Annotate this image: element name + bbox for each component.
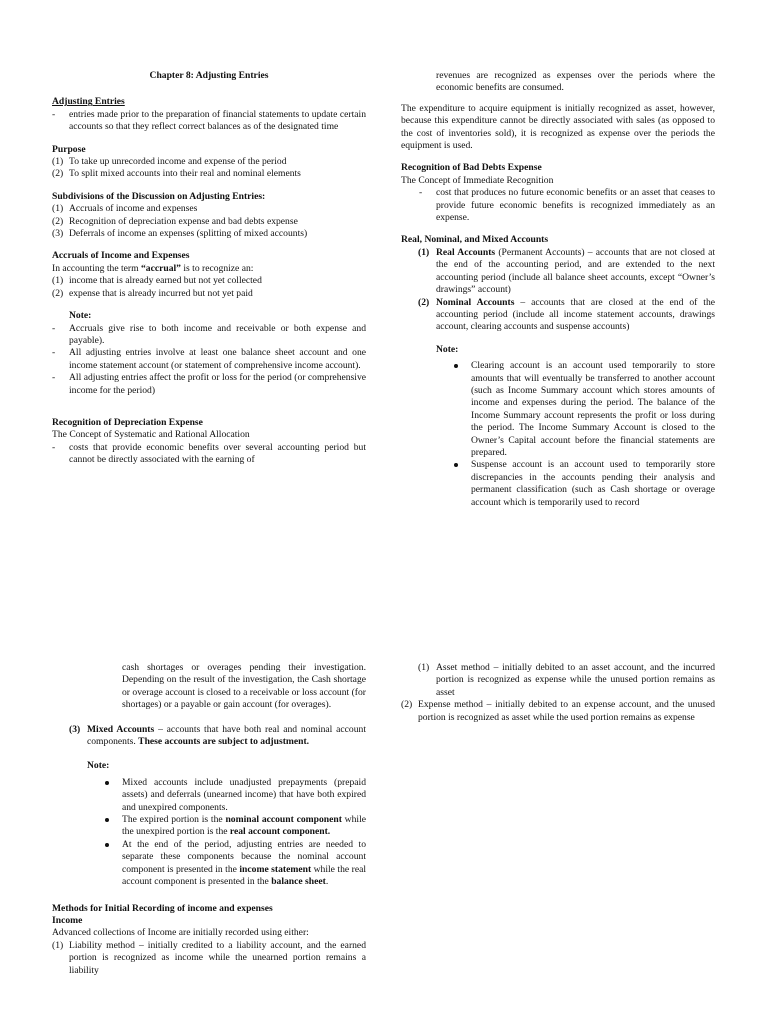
page1-left-column	[52, 70, 366, 467]
bullet-icon	[105, 781, 109, 785]
note-item: - Accruals give rise to both income and receivable or both expense and payable).	[52, 322, 366, 346]
suspense-account-bullet: Suspense account is an account used to temporarily store discrepancies in the accounts pending their analysis and permanent classification (such as Cash shortage or overage account which is temporarily used to record	[401, 459, 715, 509]
accruals-item-text: income that is already earned but not yet collected	[69, 275, 262, 287]
depreciation-concept: The Concept of Systematic and Rational Allocation	[52, 429, 250, 441]
note-label: Note:	[69, 310, 92, 322]
subdivision-item-text: Deferrals of income an expenses (splitting of mixed accounts)	[69, 228, 308, 240]
depreciation-heading: Recognition of Depreciation Expense	[52, 416, 203, 428]
subdivisions-heading: Subdivisions of the Discussion on Adjusting Entries:	[52, 190, 266, 202]
mixed-note-bullet: At the end of the period, adjusting entries are needed to separate these components because the nominal account component is presented in the income statement while the real account component is presented in the balance sheet.	[52, 839, 366, 889]
equipment-paragraph: The expenditure to acquire equipment is initially recognized as asset, however, because this expenditure cannot be directly associated with sales (as opposed to the cost of inventories sold), it is recognized as expense over the periods the equipment is used.	[401, 102, 715, 152]
note-label: Note:	[436, 343, 459, 355]
note-item-text: All adjusting entries involve at least one balance sheet account and one income statement account (or statement of comprehensive income account).	[69, 347, 366, 371]
bullet-icon	[105, 843, 109, 847]
mixed-accounts-item: (3) Mixed Accounts – accounts that have both real and nominal account components. These accounts are subject to adjustment.	[69, 723, 366, 748]
continued-text: revenues are recognized as expenses over the periods where the economic benefits are consumed.	[436, 70, 715, 94]
adjusting-entries-definition	[52, 109, 366, 134]
definition-text: entries made prior to the preparation of financial statements to update certain accounts so that they reflect correct balances as of the designated time	[69, 108, 366, 133]
income-method-item: (1) Liability method – initially credited to a liability account, and the earned portion is recognized as income while the unearned portion remains a liability	[52, 939, 366, 976]
page2-right-column	[401, 662, 715, 724]
income-heading: Income	[52, 914, 83, 926]
mixed-note-bullet: Mixed accounts include unadjusted prepayments (prepaid assets) and deferrals (unearned income) that have both expired and unexpired components.	[52, 777, 366, 814]
clearing-account-bullet: Clearing account is an account used temporarily to store amounts that will eventually be transferred to another account (such as Income Summary account which stores amounts of income and expenses during the period. The balance of the Income Summary account represents the profit or loss during the period. The Income Summary Account is closed to the Owner’s Capital account before the financial statements are prepared.	[401, 360, 715, 459]
note-item-text: Accruals give rise to both income and receivable or both expense and payable).	[69, 322, 366, 346]
expense-method-item: (2) Expense method – initially debited to an expense account, and the unused portion is recognized as asset while the used portion remains as expense	[401, 699, 715, 723]
purpose-item: (2) To split mixed accounts into their real and nominal elements	[52, 168, 301, 180]
bullet-icon	[454, 364, 458, 368]
asset-method-item: (1) Asset method – initially debited to an asset account, and the incurred portion is recognized as expense while the unused portion remains as asset	[418, 662, 715, 698]
bullet-icon	[454, 463, 458, 467]
accruals-item-text: expense that is already incurred but not yet paid	[69, 287, 253, 299]
real-accounts-item: (1) Real Accounts (Permanent Accounts) – accounts that are not closed at the end of the accounting period, and are extended to the next accounting period (include all balance sheet accounts, except “Owner’s drawings” account)	[418, 246, 716, 296]
page2-left-column	[52, 662, 366, 977]
bullet-icon	[105, 818, 109, 822]
mixed-note-bullet: The expired portion is the nominal account component while the unexpired portion is the real account component.	[52, 814, 366, 839]
adjusting-entries-heading: Adjusting Entries	[52, 96, 125, 108]
note-item-text: All adjusting entries affect the profit or loss for the period (or comprehensive income for the period)	[69, 372, 366, 396]
subdivision-item-text: Accruals of income and expenses	[69, 203, 198, 215]
income-intro: Advanced collections of Income are initially recorded using either:	[52, 927, 309, 939]
accruals-intro: In accounting the term “accrual” is to recognize an:	[52, 262, 254, 274]
subdivision-item: (3) Deferrals of income an expenses (splitting of mixed accounts)	[52, 228, 308, 240]
page1-right-column	[401, 70, 715, 509]
bad-debts-concept: The Concept of Immediate Recognition	[401, 174, 554, 186]
purpose-heading: Purpose	[52, 143, 86, 155]
nominal-accounts-item: (2) Nominal Accounts – accounts that are closed at the end of the accounting period (include all income statement accounts, drawings account, clearing accounts and suspense accounts)	[418, 296, 715, 333]
methods-heading: Methods for Initial Recording of income and expenses	[52, 902, 273, 914]
bad-debts-text: cost that produces no future economic benefits or an asset that ceases to provide future economic benefits is recognized immediately as an expense.	[436, 187, 715, 224]
note-label: Note:	[87, 760, 110, 772]
depreciation-definition: - costs that provide economic benefits over several accounting period but cannot be directly associated with the earning of	[52, 441, 366, 466]
depreciation-text: costs that provide economic benefits over several accounting period but cannot be directly associated with the earning of	[69, 441, 366, 466]
chapter-title: Chapter 8: Adjusting Entries	[149, 70, 269, 81]
purpose-item-text: To take up unrecorded income and expense of the period	[69, 156, 287, 168]
accruals-heading: Accruals of Income and Expenses	[52, 250, 190, 262]
rnm-heading: Real, Nominal, and Mixed Accounts	[401, 234, 549, 246]
subdivision-item: (1) Accruals of income and expenses	[52, 203, 198, 215]
purpose-item-text: To split mixed accounts into their real and nominal elements	[69, 168, 301, 180]
note-item: - All adjusting entries involve at least one balance sheet account and one income statement account (or statement of comprehensive income account).	[52, 347, 366, 371]
subdivision-item: (2) Recognition of depreciation expense and bad debts expense	[52, 215, 298, 227]
note-item: - All adjusting entries affect the profit or loss for the period (or comprehensive income for the period)	[52, 372, 366, 396]
dash-marker: -	[52, 108, 56, 120]
purpose-item: (1) To take up unrecorded income and expense of the period	[52, 156, 287, 168]
bad-debts-heading: Recognition of Bad Debts Expense	[401, 162, 542, 174]
subdivision-item-text: Recognition of depreciation expense and bad debts expense	[69, 215, 298, 227]
accruals-item: (1) income that is already earned but not yet collected	[52, 275, 262, 287]
continued-text: cash shortages or overages pending their investigation. Depending on the result of the investigation, the Cash shortage or overage account is closed to a receivable or loss account (for shortages) or a payable or gain account (for overages).	[122, 662, 366, 711]
accruals-item: (2) expense that is already incurred but not yet paid	[52, 287, 253, 299]
bad-debts-definition: - cost that produces no future economic benefits or an asset that ceases to provide future economic benefits is recognized immediately as an expense.	[419, 187, 715, 224]
